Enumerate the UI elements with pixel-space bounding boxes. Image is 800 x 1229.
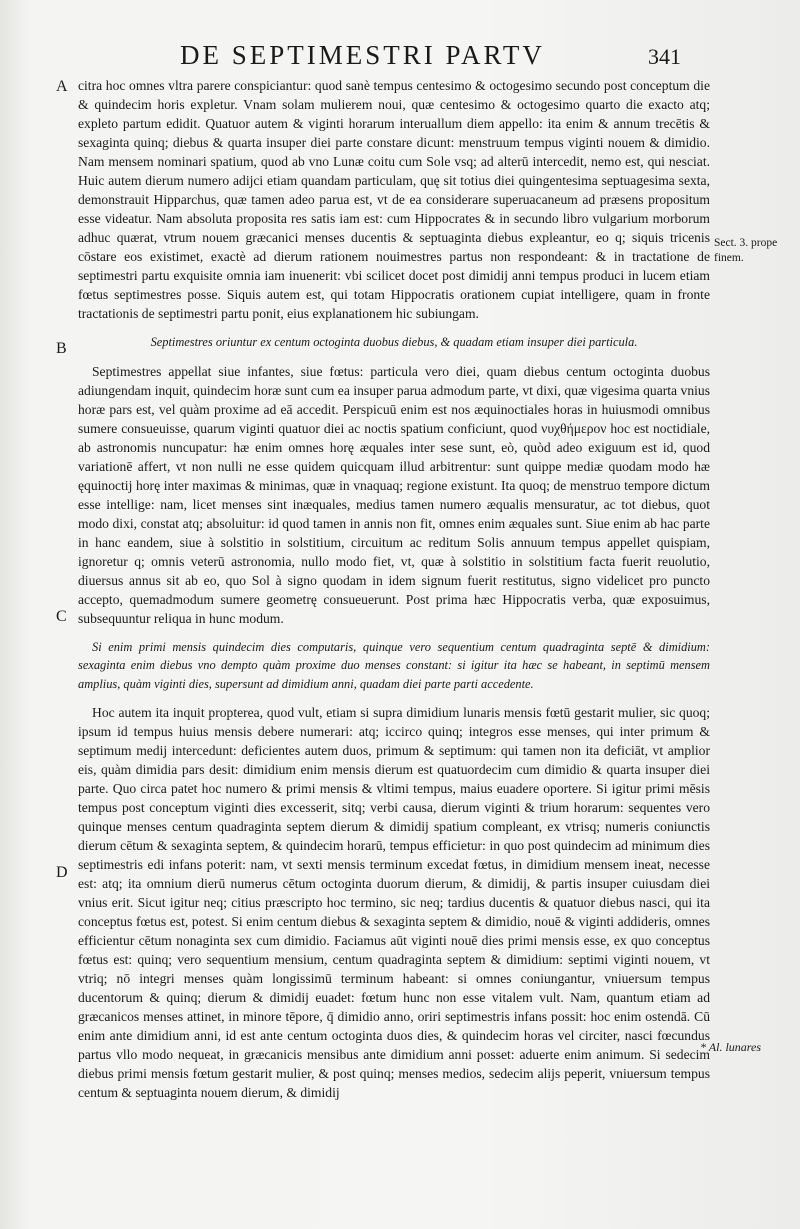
section-letter-a: A [56, 78, 68, 95]
paragraph-1: citra hoc omnes vltra parere conspiciantur: quod sanè tempus centesimo & octogesimo secundo post conceptum die & quindecim horis expletur. Vnam solam mulierem noui, quæ centesimo & octogesimo quarto die exacto atq; expleto partum edidit. Quatuor autem & viginti horarum interuallum diem appello: ita enim & annum trecētis & sexaginta quinq; diebus & quarta insuper diei parte constare dicunt: menstruum tempus viginti nouem & dimidio. Nam mensem nominari spatium, quod ab vno Lunæ coitu cum Sole vsq; ad alterū intercedit, nemo est, qui nesciat. Huic autem dierum numero adijci etiam quandam particulam, quę sit totius diei quingentesima septuagesima sexta, demonstrauit Hipparchus, quæ tamen adeo parua est, vt de ea considerare superuacaneum ad præsens propositum esse videatur. Nam absoluta proposita res satis iam est: cum Hippocrates & in secundo libro vulgarium morborum adhuc quærat, vtrum nouem græcanici menses ducentis & septuaginta diebus expleantur, eo q; siquis tricenis cōstare eos existimet, exactè ad dierum rationem nouimestres partus non respondeant: & in tractatione de septimestri partu exquisite omnia iam inuenerit: vbi scilicet docet post dimidij anni tempus produci in lucem etiam fœtus septimestres posse. Siquis autem est, qui totam Hippocratis orationem cupiat intelligere, quam in fronte tractationis de septimestri partu ponit, eius explanationem hic subiungam. [78, 78, 710, 321]
paragraph-3: Hoc autem ita inquit propterea, quod vult, etiam si supra dimidium lunaris mensis fœtū gestarit mulier, sic quoq; ipsum id tempus huius mensis debere numerari: atq; iccirco quinq; integros esse menses, qui inter primum & septimum medij intercedunt: deficientes autem duos, primum & septimum: qui tamen non ita deficiāt, vt amplior eis, quàm dimidia pars desit: dimidium enim mensis dierum est quatuordecim cum dimidio & quarta insuper diei parte. Quo circa patet hoc numero & primi mensis & vltimi tempus, maius euadere oportere. Si igitur primi mēsis tempus post conceptum viginti dies excesserit, sitq; verbi causa, dierum viginti & trium horarum: sequentes vero quinque menses centum quadraginta septem dierum & dimidij spatium compleant, ex vtrisq; numeris coniunctis dierum cētum & sexaginta septem, & quindecim horarū, tempus efficietur: in quo post quindecim ad minimum dies septimestris edi infans poterit: nam, vt sexti mensis terminum excedat fœtus, in dimidium mensem ineat, necesse est: atq; ita omnium dierū numerus cētum octoginta duorum dierum, & dimidij, & partis insuper cuiusdam diei vnius erit. Sicut igitur neq; citius præscripto hoc termino, sic neq; tardius ducentis & quatuor diebus nasci, qui ita conceptus fœtus est, potest. Si enim centum diebus & sexaginta septem & dimidio, nouē & viginti addideris, omnes efficientur cētum nonaginta sex cum dimidio. Faciamus aūt viginti nouē dies primi mensis esse, ex quo conceptus fœtus est: quinq; vero sequentium mensium, centum quadraginta septem & dimidium: septimi viginti nouem, vt vtriq; nō integri menses quàm longissimū terminum habeant: si omnes coniungantur, vniuersum tempus ducentorum & quinq; dierum & dimidij euadet: fœtum hunc non esse vitalem vult. Nam, quantum etiam ad græcanicos menses attinet, in minore tēpore, q̄ dimidio anno, oriri septimestris infans possit: hoc enim ostendā. Cū enim ante dimidium anni, id est ante centum octoginta duos dies, & quindecim horas vel circiter, nasci fœcundus partus vllo modo nequeat, in græcanicis mensibus ante dimidium anni posset: aduerte enim animum. Si sedecim diebus primi mensis fœtum gestarit mulier, & post quinq; menses medios, sedecim alijs peperit, vniuersum tempus centum & septuaginta nouem dierum, & dimidij [78, 705, 710, 1100]
running-head: DE SEPTIMESTRI PARTV [180, 40, 545, 70]
margin-note-section: Sect. 3. prope finem. [714, 237, 778, 264]
main-text [78, 76, 710, 1102]
lemma-1: Septimestres oriuntur ex centum octoginta duobus diebus, & quadam etiam insuper diei particula. [150, 335, 638, 349]
lemma-2: Si enim primi mensis quindecim dies computaris, quinque vero sequentium centum quadraginta septē & dimidium: sexaginta enim diebus vno dempto quàm proxime duo menses constant: si igitur ita hæc se habeant, in septimū mensem amplius, quàm viginti dies, supersunt ad dimidium anni, quadam diei parte parti accedente. [78, 639, 710, 691]
section-letter-d: D [56, 864, 68, 881]
paragraph-2: Septimestres appellat siue infantes, siue fœtus: particula vero diei, quam diebus centum octoginta duobus adiungendam inquit, quindecim horæ sunt cum ea insuper parua admodum parte, vt dixi, quæ vigesima quarta vnius horæ pars est, vel quàm proxime ad eā accedit. Perspicuū enim est nos æquinoctiales horas in huiusmodi omnibus sumere consueuisse, quarum viginti quatuor diei ac noctis spatium conficiunt, quod νυχθήμερον hoc est noctidiale, ab astronomis nuncupatur: hæ enim omnes horę æquales inter sese sunt, eò, quòd adeo exiguum est id, quod variationē affert, vt non nulli ne esse quidem quicquam illud arbitrentur: sunt quippe mediæ quodam modo hæ ęquinoctij horę inter maximas & minimas, quæ in vnaquaq; regione existunt. Ita quoq; de menstruo tempore dictum esse intellige: nam, licet menses sint inæquales, medius tamen numero æqualis mensuratur, ac tot diebus, quot modo dixi, constat atq; absoluitur: id quod tamen in annis non fit, omnes enim æquales sunt. Siue enim ab hac parte in hanc eandem, siue à solstitio in solstitium, circuitum ac reditum Solis annuum tempus appellet quispiam, ignoretur q; omnis veterū astronomia, nullo modo fiet, vt, quæ à solstitio in solstitium facta fuerit reuolutio, diuersus annus sit ab eo, quo Sol à signo quodam in idem signum fuerit restitutus, signo videlicet pro puncto accepto, quemadmodum sumere geometrę consueuerunt. Post prima hæc Hippocratis verba, quæ exposuimus, subsequuntur reliqua in hunc modum. [78, 363, 710, 626]
section-letter-c: C [56, 608, 67, 625]
margin-note-lunares: * Al. lunares [700, 1040, 762, 1054]
section-letter-b: B [56, 340, 67, 357]
page-number: 341 [648, 44, 681, 69]
